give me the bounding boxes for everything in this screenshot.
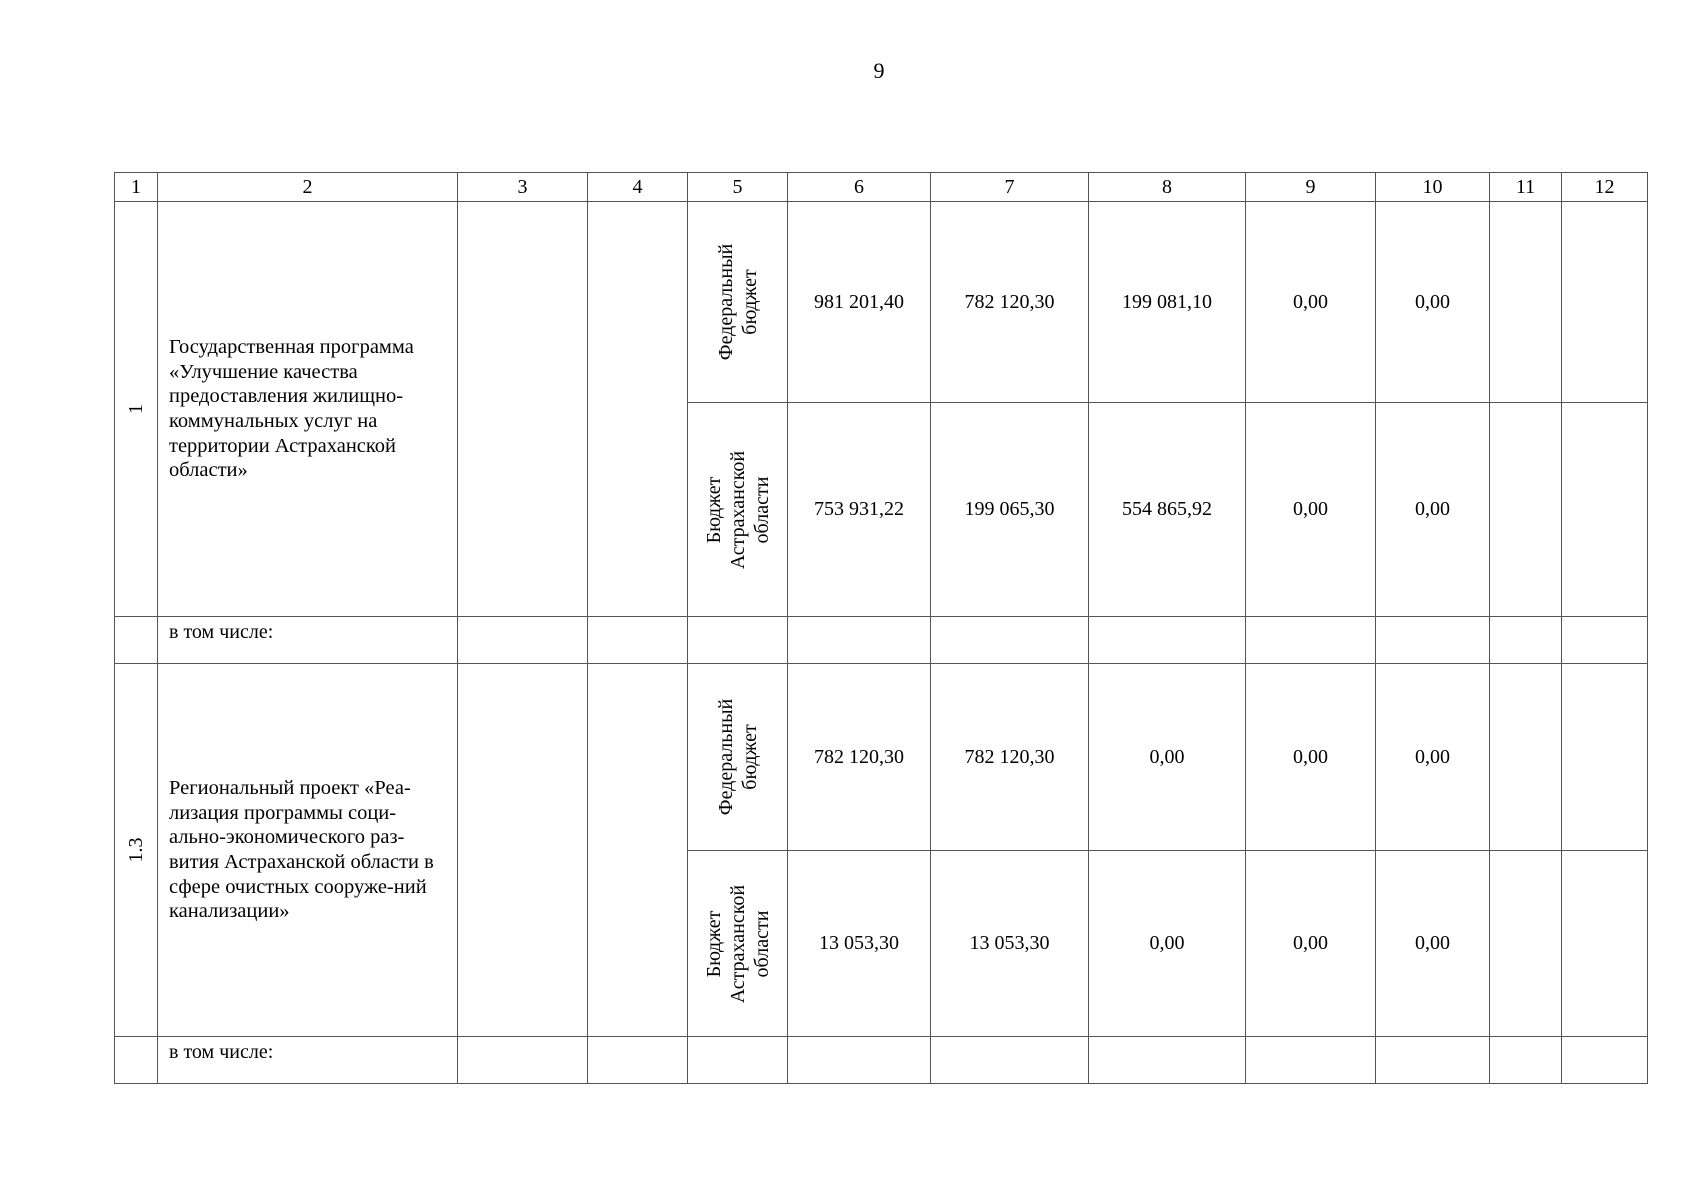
funding-source xyxy=(714,699,762,815)
funding-source-line: области xyxy=(750,476,773,543)
column-number: 6 xyxy=(788,173,931,202)
empty-cell xyxy=(1562,617,1648,664)
program-code-cell xyxy=(115,202,158,617)
funding-source-line: Астраханской xyxy=(726,884,749,1003)
funding-source-line: Федеральный xyxy=(714,698,737,816)
funding-source xyxy=(714,244,762,360)
empty-cell xyxy=(1562,664,1648,851)
including-label: в том числе: xyxy=(158,1037,458,1084)
funding-source xyxy=(702,884,774,1002)
amount-cell: 981 201,40 xyxy=(788,202,931,403)
column-number: 11 xyxy=(1490,173,1562,202)
empty-cell xyxy=(788,1037,931,1084)
empty-cell xyxy=(1490,403,1562,617)
empty-cell xyxy=(1246,1037,1376,1084)
column-number: 12 xyxy=(1562,173,1648,202)
amount-cell: 13 053,30 xyxy=(788,851,931,1037)
funding-source-line: Бюджет xyxy=(702,476,725,543)
amount-cell: 782 120,30 xyxy=(931,202,1089,403)
funding-source-cell xyxy=(688,403,788,617)
empty-cell xyxy=(1490,664,1562,851)
empty-cell xyxy=(588,664,688,1037)
column-number: 8 xyxy=(1089,173,1246,202)
empty-cell xyxy=(1562,851,1648,1037)
amount-cell: 199 081,10 xyxy=(1089,202,1246,403)
column-number: 5 xyxy=(688,173,788,202)
program-code-cell xyxy=(115,664,158,1037)
empty-cell xyxy=(115,617,158,664)
funding-source-line: Бюджет xyxy=(702,910,725,977)
empty-cell xyxy=(931,617,1089,664)
program-code: 1 xyxy=(125,404,147,414)
empty-cell xyxy=(1490,851,1562,1037)
page-number: 9 xyxy=(873,58,885,83)
program-name: Государственная программа «Улучшение качества предоставления жилищно-коммунальных услуг на территории Астраханской области» xyxy=(158,202,458,617)
empty-cell xyxy=(688,617,788,664)
amount-cell: 0,00 xyxy=(1246,202,1376,403)
empty-cell xyxy=(1246,617,1376,664)
empty-cell xyxy=(115,1037,158,1084)
column-number: 7 xyxy=(931,173,1089,202)
table-row xyxy=(115,664,1648,851)
empty-cell xyxy=(588,617,688,664)
amount-cell: 0,00 xyxy=(1089,851,1246,1037)
funding-source-line: бюджет xyxy=(738,269,761,335)
empty-cell xyxy=(458,1037,588,1084)
empty-cell xyxy=(458,202,588,617)
funding-source-line: области xyxy=(750,910,773,977)
empty-cell xyxy=(1562,1037,1648,1084)
funding-source-cell xyxy=(688,851,788,1037)
funding-source-cell xyxy=(688,202,788,403)
amount-cell: 0,00 xyxy=(1376,664,1490,851)
table-row xyxy=(115,202,1648,403)
empty-cell xyxy=(588,1037,688,1084)
subtotal-row xyxy=(115,617,1648,664)
program-name: Региональный проект «Реа-лизация программы соци-ально-экономического раз-вития Астраханской области в сфере очистных сооруже-ний канализации» xyxy=(158,664,458,1037)
column-number: 1 xyxy=(115,173,158,202)
funding-source-line: бюджет xyxy=(738,724,761,790)
including-label: в том числе: xyxy=(158,617,458,664)
amount-cell: 199 065,30 xyxy=(931,403,1089,617)
empty-cell xyxy=(458,617,588,664)
column-number: 10 xyxy=(1376,173,1490,202)
amount-cell: 0,00 xyxy=(1246,851,1376,1037)
funding-source-line: Федеральный xyxy=(714,243,737,361)
empty-cell xyxy=(1490,202,1562,403)
empty-cell xyxy=(788,617,931,664)
amount-cell: 0,00 xyxy=(1089,664,1246,851)
empty-cell xyxy=(688,1037,788,1084)
amount-cell: 0,00 xyxy=(1376,403,1490,617)
column-number: 2 xyxy=(158,173,458,202)
empty-cell xyxy=(1089,617,1246,664)
amount-cell: 782 120,30 xyxy=(788,664,931,851)
empty-cell xyxy=(1089,1037,1246,1084)
budget-table xyxy=(114,172,1648,1084)
amount-cell: 554 865,92 xyxy=(1089,403,1246,617)
empty-cell xyxy=(931,1037,1089,1084)
amount-cell: 753 931,22 xyxy=(788,403,931,617)
empty-cell xyxy=(1562,403,1648,617)
empty-cell xyxy=(1490,617,1562,664)
funding-source-cell xyxy=(688,664,788,851)
column-number-row xyxy=(115,173,1648,202)
funding-source xyxy=(702,450,774,568)
amount-cell: 0,00 xyxy=(1246,403,1376,617)
funding-source-line: Астраханской xyxy=(726,450,749,569)
column-number: 9 xyxy=(1246,173,1376,202)
empty-cell xyxy=(1490,1037,1562,1084)
empty-cell xyxy=(1376,1037,1490,1084)
empty-cell xyxy=(588,202,688,617)
empty-cell xyxy=(1376,617,1490,664)
amount-cell: 13 053,30 xyxy=(931,851,1089,1037)
amount-cell: 0,00 xyxy=(1376,202,1490,403)
empty-cell xyxy=(458,664,588,1037)
amount-cell: 782 120,30 xyxy=(931,664,1089,851)
column-number: 4 xyxy=(588,173,688,202)
subtotal-row xyxy=(115,1037,1648,1084)
empty-cell xyxy=(1562,202,1648,403)
column-number: 3 xyxy=(458,173,588,202)
amount-cell: 0,00 xyxy=(1376,851,1490,1037)
amount-cell: 0,00 xyxy=(1246,664,1376,851)
program-code: 1.3 xyxy=(125,837,147,863)
